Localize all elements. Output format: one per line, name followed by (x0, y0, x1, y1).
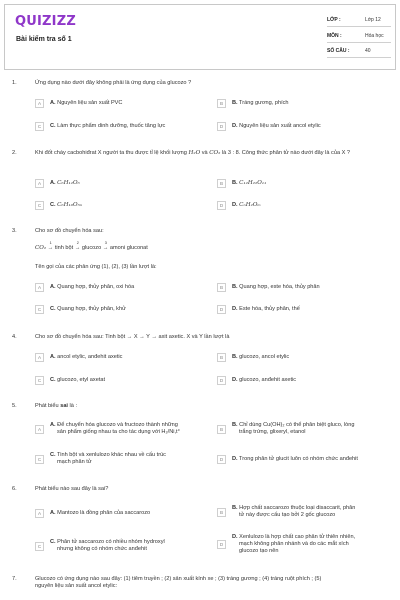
option-text: glucozo, etyl axetat (57, 377, 106, 383)
option-text-line2: tử này được cấu tạo bởi 2 gốc glucozo (239, 511, 336, 518)
question-number: 4. (12, 334, 17, 340)
option-a[interactable] (35, 354, 122, 362)
option-letter-box: A (35, 179, 44, 188)
option-text: C₆H₁₀O₅ₙ (57, 202, 83, 208)
option-text: glucozo, anđehit axetic (239, 377, 297, 383)
option-label: A. (50, 180, 56, 186)
option-label: A. (50, 354, 56, 360)
option-text: Nguyên liệu sản xuất ancol etylic (239, 123, 321, 129)
option-text: Tinh bột và xenlulozo khác nhau về cấu trúc (57, 452, 166, 458)
option-label: C. (50, 377, 56, 383)
option-letter-box: B (217, 99, 226, 108)
option-c[interactable] (35, 377, 105, 385)
option-letter-box: D (217, 455, 226, 464)
option-letter-box: D (217, 540, 226, 549)
class-value: Lớp 12 (365, 17, 381, 23)
option-text: glucozo, ancol etylic (239, 354, 290, 360)
option-c[interactable] (35, 539, 165, 553)
question-text: Khi đốt cháy cacbohiđrat X người ta thu được tỉ lệ khối lượng H₂O và CO₂ là 3 : 8. Công thức phân tử nào dưới đây là của X ? (35, 150, 351, 156)
count-value: 40 (365, 48, 371, 54)
arrow-1: 1 → (47, 241, 54, 251)
option-label: B. (232, 354, 238, 360)
question-text: Ứng dụng nào dưới đây không phải là ứng dụng của glucozo ? (35, 80, 192, 86)
option-b[interactable] (217, 422, 355, 436)
option-letter-box: C (35, 305, 44, 314)
option-d[interactable] (217, 456, 358, 464)
option-letter-box: A (35, 283, 44, 292)
option-letter-box: B (217, 508, 226, 517)
option-b[interactable] (217, 505, 355, 519)
arrow-2: 2 → (74, 241, 81, 251)
option-label: B. (232, 180, 238, 186)
class-label: LỚP : (327, 17, 341, 23)
question-text: Cho sơ đồ chuyển hóa sau: (35, 228, 104, 234)
quizizz-logo: QUIZIZZ (15, 14, 76, 29)
quiz-header (4, 4, 396, 70)
option-text: Quang hợp, thủy phân, khử (57, 306, 126, 312)
emphasis-sai: sai (60, 403, 68, 409)
scheme-step-1: tinh bột (54, 245, 74, 251)
option-label: D. (232, 377, 238, 383)
reaction-scheme (35, 241, 148, 252)
option-letter-box: B (217, 425, 226, 434)
formula-h2o: H₂O (188, 150, 201, 156)
arrow-3: 3 → (102, 241, 109, 251)
option-d[interactable] (217, 377, 296, 385)
option-c[interactable] (35, 452, 166, 466)
question-number: 1. (12, 80, 17, 86)
option-letter-box: B (217, 179, 226, 188)
option-b[interactable] (217, 354, 289, 362)
option-text: Chỉ dùng Cu(OH)₂ có thể phân biệt gluco, lòng (239, 422, 355, 428)
option-text-line2: mạch phân tử (57, 458, 92, 465)
option-letter-box: C (35, 455, 44, 464)
option-text: Hợp chất saccarozo thuộc loại disaccarit, phân (239, 505, 356, 511)
option-letter-box: A (35, 509, 44, 518)
option-letter-box: D (217, 305, 226, 314)
option-label: A. (50, 510, 56, 516)
option-label: A. (50, 422, 56, 428)
question-number: 6. (12, 486, 17, 492)
scheme-step-2: glucozo (81, 245, 102, 251)
option-b[interactable] (217, 100, 289, 108)
option-text: Quang hợp, thủy phân, oxi hóa (57, 284, 135, 290)
option-letter-box: C (35, 542, 44, 551)
subject-value: Hóa học (365, 33, 384, 39)
option-text: Trong phân tử glucit luôn có nhóm chức anđehit (239, 456, 358, 462)
option-text-line2: sản phẩm giống nhau ta cho tác dụng với H₂/Ni,t° (57, 428, 180, 435)
option-label: C. (50, 306, 56, 312)
count-label: SỐ CÂU : (327, 48, 350, 54)
subject-divider (327, 42, 391, 43)
scheme-start: CO₂ (35, 245, 47, 251)
option-label: A. (50, 100, 56, 106)
scheme-step-3: amoni gluconat (109, 245, 148, 251)
option-label: A. (50, 284, 56, 290)
option-letter-box: A (35, 353, 44, 362)
option-label: C. (50, 123, 56, 129)
question-text: Phát biểu nào sau đây là sai? (35, 486, 109, 492)
option-text: Xenlulozo là hợp chất cao phân tử thiên nhiên, (239, 534, 356, 540)
option-letter-box: D (217, 122, 226, 131)
question-number: 2. (12, 150, 17, 156)
option-text: Tráng gương, phích (239, 100, 289, 106)
option-text: Để chuyển hóa glucozo và fructozo thành những (57, 422, 178, 428)
question-subtext: Tên gọi của các phản ứng (1), (2), (3) lần lượt là: (35, 264, 157, 270)
option-label: B. (232, 284, 238, 290)
option-letter-box: D (217, 201, 226, 210)
option-d[interactable] (217, 534, 355, 555)
question-number: 7. (12, 576, 17, 582)
option-letter-box: D (217, 376, 226, 385)
option-letter-box: C (35, 201, 44, 210)
option-label: B. (232, 100, 238, 106)
option-d[interactable] (217, 202, 261, 210)
option-a[interactable] (35, 422, 180, 436)
class-divider (327, 26, 391, 27)
question-text: Phát biểu sai là : (35, 403, 78, 409)
option-b[interactable] (217, 284, 320, 292)
option-a[interactable] (35, 284, 134, 292)
option-label: B. (232, 505, 238, 511)
option-c[interactable] (35, 202, 82, 210)
test-title: Bài kiểm tra số 1 (16, 36, 72, 43)
option-text-line2: nhưng không có nhóm chức anđehit (57, 545, 147, 552)
option-label: C. (50, 452, 56, 458)
question-text: Cho sơ đồ chuyển hóa sau: Tinh bột → X → Y → axit axetic. X và Y lần lượt là (35, 334, 230, 340)
option-text: Quang hợp, este hóa, thủy phân (239, 284, 320, 290)
option-text-line2: mạch không phân nhánh và do các mắt xích (239, 540, 349, 547)
option-letter-box: C (35, 376, 44, 385)
option-text-line2: trắng trứng, glixeryl, etanol (239, 428, 306, 435)
option-label: D. (232, 306, 238, 312)
question-text-line2: nguyên liệu sản xuất ancol etylic: (35, 582, 118, 589)
option-d[interactable] (217, 123, 321, 131)
option-text: Este hóa, thủy phân, thế (239, 306, 300, 312)
option-text: Phân tử saccarozo có nhiều nhóm hydroxyl (57, 539, 165, 545)
option-a[interactable] (35, 510, 150, 518)
option-label: D. (232, 534, 238, 540)
option-letter-box: A (35, 99, 44, 108)
option-letter-box: B (217, 283, 226, 292)
option-letter-box: B (217, 353, 226, 362)
question-number: 3. (12, 228, 17, 234)
count-divider (327, 57, 391, 58)
formula-co2: CO₂ (209, 150, 221, 156)
option-label: D. (232, 202, 238, 208)
option-a[interactable] (35, 180, 80, 188)
question-number: 5. (12, 403, 17, 409)
question-text (35, 576, 390, 590)
option-d[interactable] (217, 306, 300, 314)
option-text: CₙH₂Oₘ (239, 202, 261, 208)
option-label: B. (232, 422, 238, 428)
option-label: D. (232, 123, 238, 129)
option-text: Mantozo là đồng phân của saccarozo (57, 510, 151, 516)
option-text-line3: glucozo tạo nên (239, 547, 279, 554)
option-text: Nguyên liệu sản xuất PVC (57, 100, 123, 106)
option-text: C₁₂H₂₂O₁₁ (239, 180, 267, 186)
option-text: Làm thực phẩm dinh dưỡng, thuốc tăng lực (57, 123, 166, 129)
question-text-line1: Glucozo có ứng dụng nào sau đây: (1) tiêm truyền ; (2) sản xuất kính xe ; (3) tráng gương ; (4) tráng ruột phích ; (5) (35, 576, 322, 582)
option-c[interactable] (35, 306, 126, 314)
subject-label: MÔN : (327, 33, 342, 39)
option-b[interactable] (217, 180, 266, 188)
option-letter-box: A (35, 425, 44, 434)
option-c[interactable] (35, 123, 165, 131)
option-label: C. (50, 539, 56, 545)
option-text: C₆H₁₂O₆ (57, 180, 80, 186)
option-label: D. (232, 456, 238, 462)
option-label: C. (50, 202, 56, 208)
option-letter-box: C (35, 122, 44, 131)
option-a[interactable] (35, 100, 122, 108)
option-text: ancol etylic, anđehit axetic (57, 354, 123, 360)
